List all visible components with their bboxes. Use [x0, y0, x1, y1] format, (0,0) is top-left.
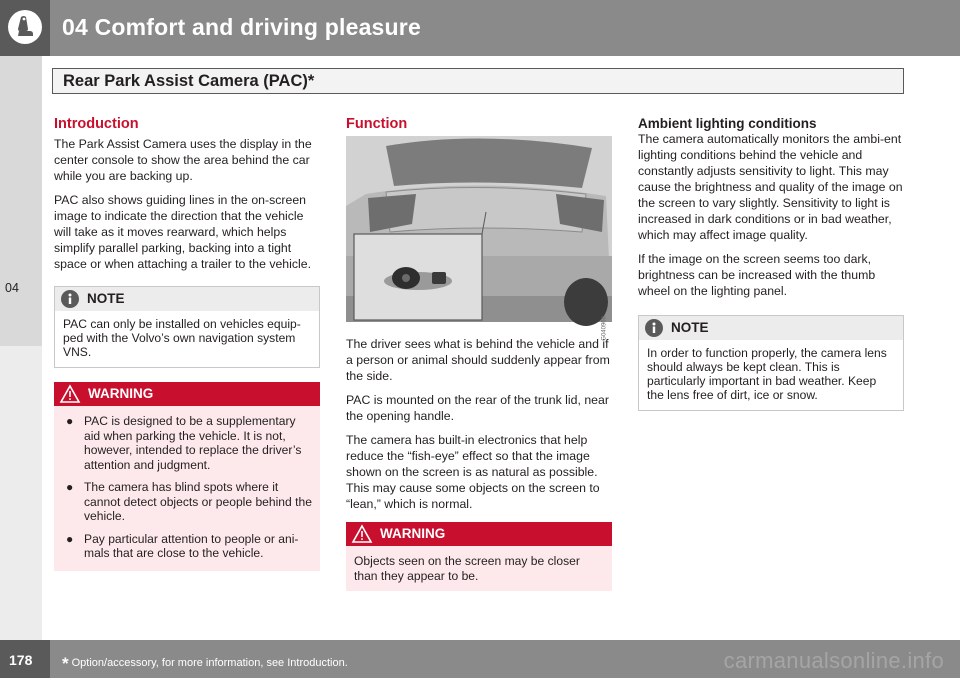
bullet-icon: ● — [66, 480, 74, 494]
footnote-text: Option/accessory, for more information, see Introduction. — [71, 657, 348, 669]
watermark-text: carmanualsonline.info — [723, 648, 944, 673]
function-paragraph-2: PAC is mounted on the rear of the trunk lid, near the opening handle. — [346, 393, 609, 423]
car-rear-camera-illustration — [346, 136, 612, 341]
warning-list-item: ● The camera has blind spots where it cannot detect objects or people behind the vehicle. — [66, 480, 312, 523]
page-footer — [0, 640, 960, 678]
warning-box-closer — [346, 522, 612, 591]
ambient-paragraph-2: If the image on the screen seems too dark, brightness can be increased with the thumb wheel on the lighting panel. — [638, 252, 876, 298]
section-title-bar — [52, 68, 904, 94]
warning-box-supplementary — [54, 382, 320, 571]
ambient-paragraph-1: The camera automatically monitors the ambi-ent lighting conditions behind the vehicle and constantly adjusts sensitivity to light. This may cause the brightness and quality of the image on the screen to vary slightly. Sensitivity to light is increased in dark conditions or in bad weather, which may affect image quality. — [638, 132, 903, 242]
info-icon — [645, 319, 663, 337]
figure-code: G040960 — [602, 316, 608, 341]
warning-triangle-icon — [60, 385, 80, 408]
page-number-box — [0, 640, 50, 678]
note-header — [55, 287, 319, 311]
page-header — [0, 0, 960, 56]
warning-triangle-icon — [352, 525, 372, 548]
section-title: Rear Park Assist Camera (PAC)* — [63, 72, 315, 90]
note-header — [639, 316, 903, 340]
note-label: NOTE — [671, 320, 709, 335]
introduction-paragraph-2: PAC also shows guiding lines in the on-screen image to indicate the direction that the vehicle will take as it moves rearward, which helps simplify parallel parking, backing into a tight space or when attaching a trailer to the vehicle. — [54, 193, 312, 271]
page-number: 178 — [9, 652, 33, 668]
column-introduction — [54, 116, 320, 581]
chapter-side-strip — [0, 56, 42, 346]
warning-header — [346, 522, 612, 546]
column-ambient-lighting — [638, 116, 904, 425]
footnote-star: * — [62, 654, 69, 673]
warning-text: Objects seen on the screen may be closer than they appear to be. — [346, 546, 612, 591]
note-text: PAC can only be installed on vehicles equip-ped with the Volvo’s own navigation system VNS. — [55, 311, 319, 367]
introduction-heading: Introduction — [54, 116, 139, 132]
warning-list — [62, 414, 312, 561]
chapter-side-strip-lower — [0, 346, 42, 640]
introduction-paragraph-1: The Park Assist Camera uses the display in the center console to show the area behind the car while you are backing up. — [54, 137, 312, 183]
warning-header — [54, 382, 320, 406]
function-paragraph-3: The camera has built-in electronics that help reduce the “fish-eye” effect so that the image shown on the screen is as natural as possible. This may cause some objects on the screen to “lean,” which is normal. — [346, 433, 600, 511]
header-icon-box — [0, 0, 50, 56]
bullet-icon: ● — [66, 414, 74, 428]
bullet-icon: ● — [66, 531, 74, 546]
warning-list-item: ● Pay particular attention to people or ani-mals that are close to the vehicle. — [66, 531, 299, 560]
warning-label: WARNING — [88, 386, 154, 401]
chapter-number: 04 — [5, 281, 19, 295]
chapter-title: 04 Comfort and driving pleasure — [62, 14, 421, 40]
warning-list-item: ● PAC is designed to be a supplementary aid when parking the vehicle. It is not, however, intended to replace the driver’s attention and judgment. — [66, 414, 302, 472]
warning-label: WARNING — [380, 526, 446, 541]
note-box-clean-lens — [638, 315, 904, 411]
footnote — [62, 654, 348, 674]
note-label: NOTE — [87, 291, 125, 306]
seat-icon — [8, 10, 42, 44]
note-box-vns — [54, 286, 320, 368]
note-text: In order to function properly, the camera lens should always be kept clean. This is particularly important in bad weather. Keep the lens free of dirt, ice or snow. — [639, 340, 903, 410]
info-icon — [61, 290, 79, 308]
ambient-lighting-heading: Ambient lighting conditions — [638, 116, 817, 131]
function-heading: Function — [346, 116, 408, 132]
warning-body — [54, 406, 320, 571]
column-function — [346, 116, 612, 601]
function-paragraph-1: The driver sees what is behind the vehicle and if a person or animal should suddenly appear from the side. — [346, 337, 610, 383]
